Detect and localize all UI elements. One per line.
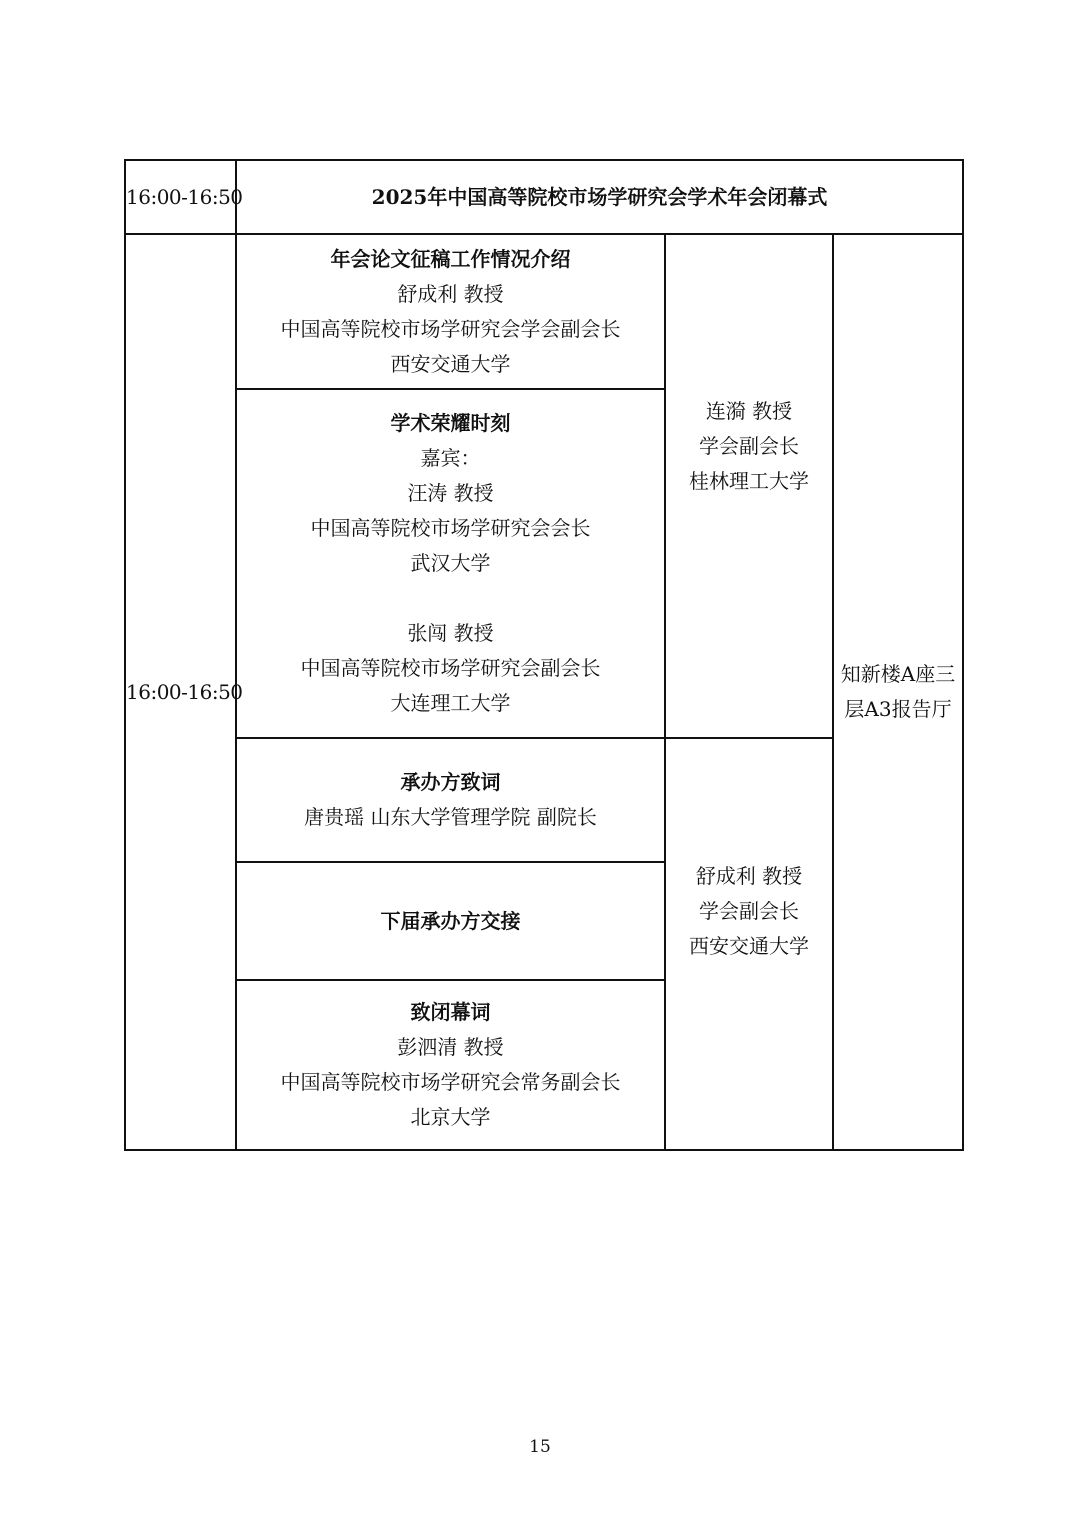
guest-1-role: 中国高等院校市场学研究会会长 (310, 516, 591, 540)
item-org: 西安交通大学 (390, 351, 511, 376)
item-title: 下届承办方交接 (380, 908, 521, 933)
agenda-item-host-speech (236, 738, 665, 862)
closing-title: 2025年中国高等院校市场学研究会学术年会闭幕式 (371, 184, 828, 209)
host-role: 学会副会长 (699, 433, 799, 458)
closing-ceremony-row (125, 160, 963, 234)
item-title: 年会论文征稿工作情况介绍 (330, 246, 571, 271)
guest-2-name: 张闯 教授 (407, 621, 494, 645)
item-role: 中国高等院校市场学研究会常务副会长 (280, 1070, 621, 1094)
spacer (237, 581, 664, 616)
venue-line-2: 层A3报告厅 (844, 697, 952, 721)
agenda-item-paper-intro (236, 234, 665, 389)
session-time-cell: 16:00-16:50 (125, 234, 236, 1150)
venue-line-1: 知新楼A座三 (840, 662, 956, 686)
item-role: 中国高等院校市场学研究会学会副会长 (280, 316, 621, 341)
guest-2-role: 中国高等院校市场学研究会副会长 (300, 656, 601, 680)
host-cell-1 (665, 234, 833, 738)
guests-label: 嘉宾： (420, 446, 481, 470)
guest-2-org: 大连理工大学 (390, 691, 511, 715)
guest-1-org: 武汉大学 (410, 551, 491, 575)
closing-title-cell (236, 160, 963, 234)
schedule-table (124, 159, 964, 1151)
item-org: 北京大学 (410, 1105, 491, 1129)
item-speaker: 彭泗清 教授 (397, 1035, 504, 1059)
guest-1-name: 汪涛 教授 (407, 481, 494, 505)
item-title: 学术荣耀时刻 (390, 411, 511, 435)
host-name: 舒成利 教授 (695, 864, 803, 888)
host-role: 学会副会长 (699, 899, 799, 923)
closing-time-cell: 16:00-16:50 (125, 160, 236, 234)
agenda-item-honor-moment (236, 389, 665, 738)
item-title: 致闭幕词 (410, 1000, 491, 1024)
host-name: 连漪 教授 (705, 398, 793, 423)
item-title: 承办方致词 (400, 770, 501, 794)
venue-cell (833, 234, 963, 1150)
item-speaker: 唐贵瑶 山东大学管理学院 副院长 (304, 805, 597, 829)
agenda-item-closing-speech (236, 980, 665, 1150)
item-speaker: 舒成利 教授 (397, 281, 504, 306)
page-number: 15 (529, 1437, 551, 1457)
agenda-item-handover (236, 862, 665, 980)
agenda-row-1 (125, 234, 963, 389)
host-org: 桂林理工大学 (689, 468, 809, 493)
host-cell-2 (665, 738, 833, 1150)
host-org: 西安交通大学 (689, 934, 809, 958)
